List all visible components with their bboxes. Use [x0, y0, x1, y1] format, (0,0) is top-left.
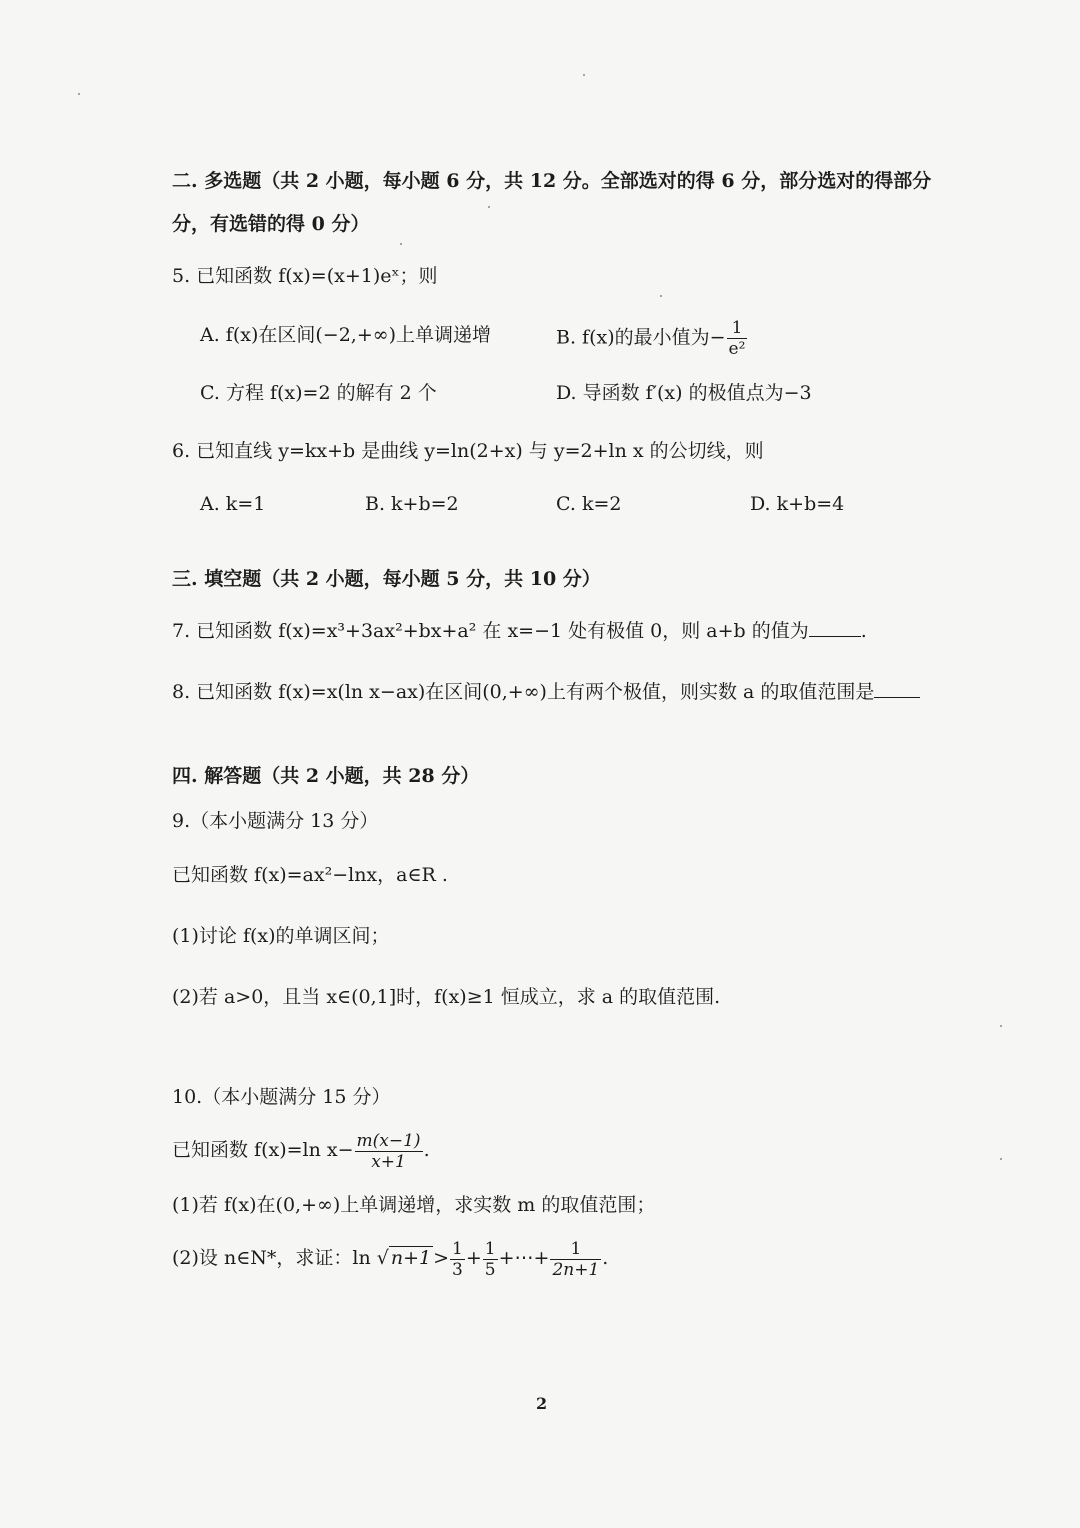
- question-10-stem: [172, 1126, 430, 1174]
- scan-speck: [660, 295, 662, 297]
- question-8-text: 8. 已知函数 f(x)=x(ln x−ax)在区间(0,+∞)上有两个极值，则实数 a 的取值范围是: [172, 681, 875, 703]
- question-5-option-c: C. 方程 f(x)=2 的解有 2 个: [200, 382, 437, 404]
- part-2-end: .: [602, 1247, 609, 1269]
- page-number: 2: [536, 1394, 548, 1413]
- question-10-stem-end: .: [423, 1139, 430, 1161]
- fraction-denominator: 3: [452, 1259, 463, 1280]
- answer-blank: [809, 618, 861, 637]
- option-b-text: B. f(x)的最小值为−: [556, 326, 726, 349]
- question-10-heading: 10.（本小题满分 15 分）: [172, 1086, 391, 1108]
- question-5-option-d: D. 导函数 f′(x) 的极值点为−3: [556, 382, 812, 404]
- scan-speck: [1000, 1025, 1002, 1027]
- fraction-numerator: 1: [452, 1238, 463, 1259]
- question-9-part-1: (1)讨论 f(x)的单调区间；: [172, 925, 390, 947]
- section-2-title-line2: 分，有选错的得 0 分）: [172, 213, 370, 235]
- section-3-title: 三. 填空题（共 2 小题，每小题 5 分，共 10 分）: [172, 568, 601, 590]
- question-7-text: 7. 已知函数 f(x)=x³+3ax²+bx+a² 在 x=−1 处有极值 0，则 a+b 的值为: [172, 620, 809, 642]
- fraction-numerator: 1: [484, 1238, 496, 1259]
- section-2-title-line1: 二. 多选题（共 2 小题，每小题 6 分，共 12 分。全部选对的得 6 分，部分选对的得部分: [172, 170, 932, 192]
- scan-speck: [400, 243, 402, 245]
- fraction: [550, 1239, 601, 1280]
- ellipsis-sum: +⋯+: [498, 1247, 550, 1269]
- plus-sign: +: [465, 1247, 482, 1269]
- scan-speck: [488, 206, 490, 208]
- question-6-option-d: D. k+b=4: [750, 493, 845, 515]
- sqrt-radicand: n+1: [390, 1247, 432, 1269]
- question-6-option-a: A. k=1: [200, 493, 266, 515]
- question-6-stem: 6. 已知直线 y=kx+b 是曲线 y=ln(2+x) 与 y=2+ln x 的公切线，则: [172, 440, 764, 462]
- scan-speck: [583, 74, 585, 76]
- greater-than: >: [433, 1247, 450, 1269]
- sqrt-sign: √: [376, 1247, 389, 1269]
- question-10-part-2: [172, 1234, 608, 1282]
- scan-speck: [78, 93, 80, 95]
- fraction-numerator: m(x−1): [356, 1130, 421, 1151]
- question-10-stem-text: 已知函数 f(x)=ln x−: [172, 1139, 354, 1161]
- answer-blank: [874, 679, 920, 698]
- fraction: [727, 318, 748, 359]
- fraction: [483, 1239, 498, 1280]
- question-10-part-1: (1)若 f(x)在(0,+∞)上单调递增，求实数 m 的取值范围；: [172, 1194, 656, 1216]
- question-6-option-b: B. k+b=2: [365, 493, 459, 515]
- fraction: [355, 1131, 423, 1172]
- fraction-denominator: x+1: [371, 1151, 406, 1172]
- question-6-option-c: C. k=2: [556, 493, 622, 515]
- question-8: [172, 679, 920, 705]
- fraction-numerator: 1: [550, 1239, 601, 1260]
- question-5-option-a: A. f(x)在区间(−2,+∞)上单调递增: [200, 324, 491, 346]
- question-5-option-b: [556, 318, 748, 359]
- section-4-title: 四. 解答题（共 2 小题，共 28 分）: [172, 765, 480, 787]
- question-5-stem: 5. 已知函数 f(x)=(x+1)eˣ；则: [172, 265, 438, 287]
- fraction-denominator: 5: [484, 1259, 496, 1280]
- scan-speck: [1000, 1158, 1002, 1160]
- question-9-part-2: (2)若 a>0，且当 x∈(0,1]时，f(x)≥1 恒成立，求 a 的取值范围.: [172, 986, 721, 1008]
- question-9-heading: 9.（本小题满分 13 分）: [172, 810, 379, 832]
- question-7: [172, 618, 867, 644]
- question-9-stem: 已知函数 f(x)=ax²−lnx，a∈R .: [172, 864, 448, 886]
- fraction: [450, 1239, 465, 1280]
- fraction-denominator: 2n+1: [552, 1259, 600, 1280]
- fraction-denominator: e²: [728, 339, 746, 359]
- fraction-numerator: 1: [727, 318, 748, 339]
- question-7-end: .: [860, 620, 867, 642]
- part-2-text: (2)设 n∈N*，求证：ln: [172, 1247, 371, 1269]
